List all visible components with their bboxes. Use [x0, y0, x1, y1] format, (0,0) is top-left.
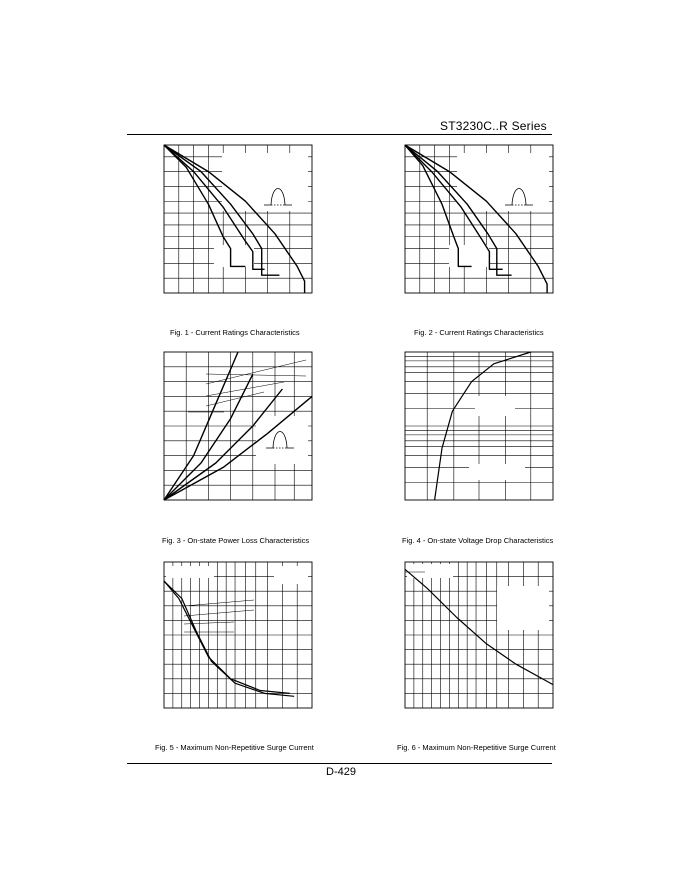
chart-fig-3 [164, 352, 312, 500]
figure-2-caption: Fig. 2 - Current Ratings Characteristics [414, 328, 544, 337]
figure-4-caption: Fig. 4 - On-state Voltage Drop Characteristics [402, 536, 554, 545]
chart-fig-2 [405, 145, 553, 293]
annotation-line [206, 360, 306, 384]
legend-area [457, 153, 549, 211]
grid [405, 562, 553, 708]
annotation-line [184, 600, 254, 606]
chart-fig-5 [164, 562, 312, 708]
label-area [166, 566, 214, 578]
label-area [214, 245, 254, 267]
label-area [407, 564, 453, 578]
page-number: D-429 [326, 766, 356, 778]
footer-rule [127, 763, 552, 764]
chart-fig-4 [405, 352, 553, 500]
figure-6-caption: Fig. 6 - Maximum Non-Repetitive Surge Current [397, 743, 556, 752]
legend-area [497, 586, 549, 630]
legend-area [222, 153, 308, 211]
annotation-line [184, 610, 254, 616]
label-area [475, 396, 515, 416]
legend-area [256, 416, 308, 464]
label-area [449, 245, 489, 267]
chart-fig-1 [164, 145, 312, 293]
figure-5-caption: Fig. 5 - Maximum Non-Repetitive Surge Current [155, 743, 314, 752]
annotation-line [206, 374, 306, 376]
figure-3-caption: Fig. 3 - On-state Power Loss Characteristics [162, 536, 310, 545]
label-area [469, 464, 525, 480]
chart-fig-6 [405, 562, 553, 708]
series-line-curve-1 [164, 581, 290, 693]
header-rule [127, 134, 552, 135]
document-title: ST3230C..R Series [440, 119, 547, 133]
annotation-line [206, 392, 264, 406]
label-area [274, 566, 308, 584]
figure-1-caption: Fig. 1 - Current Ratings Characteristics [170, 328, 300, 337]
